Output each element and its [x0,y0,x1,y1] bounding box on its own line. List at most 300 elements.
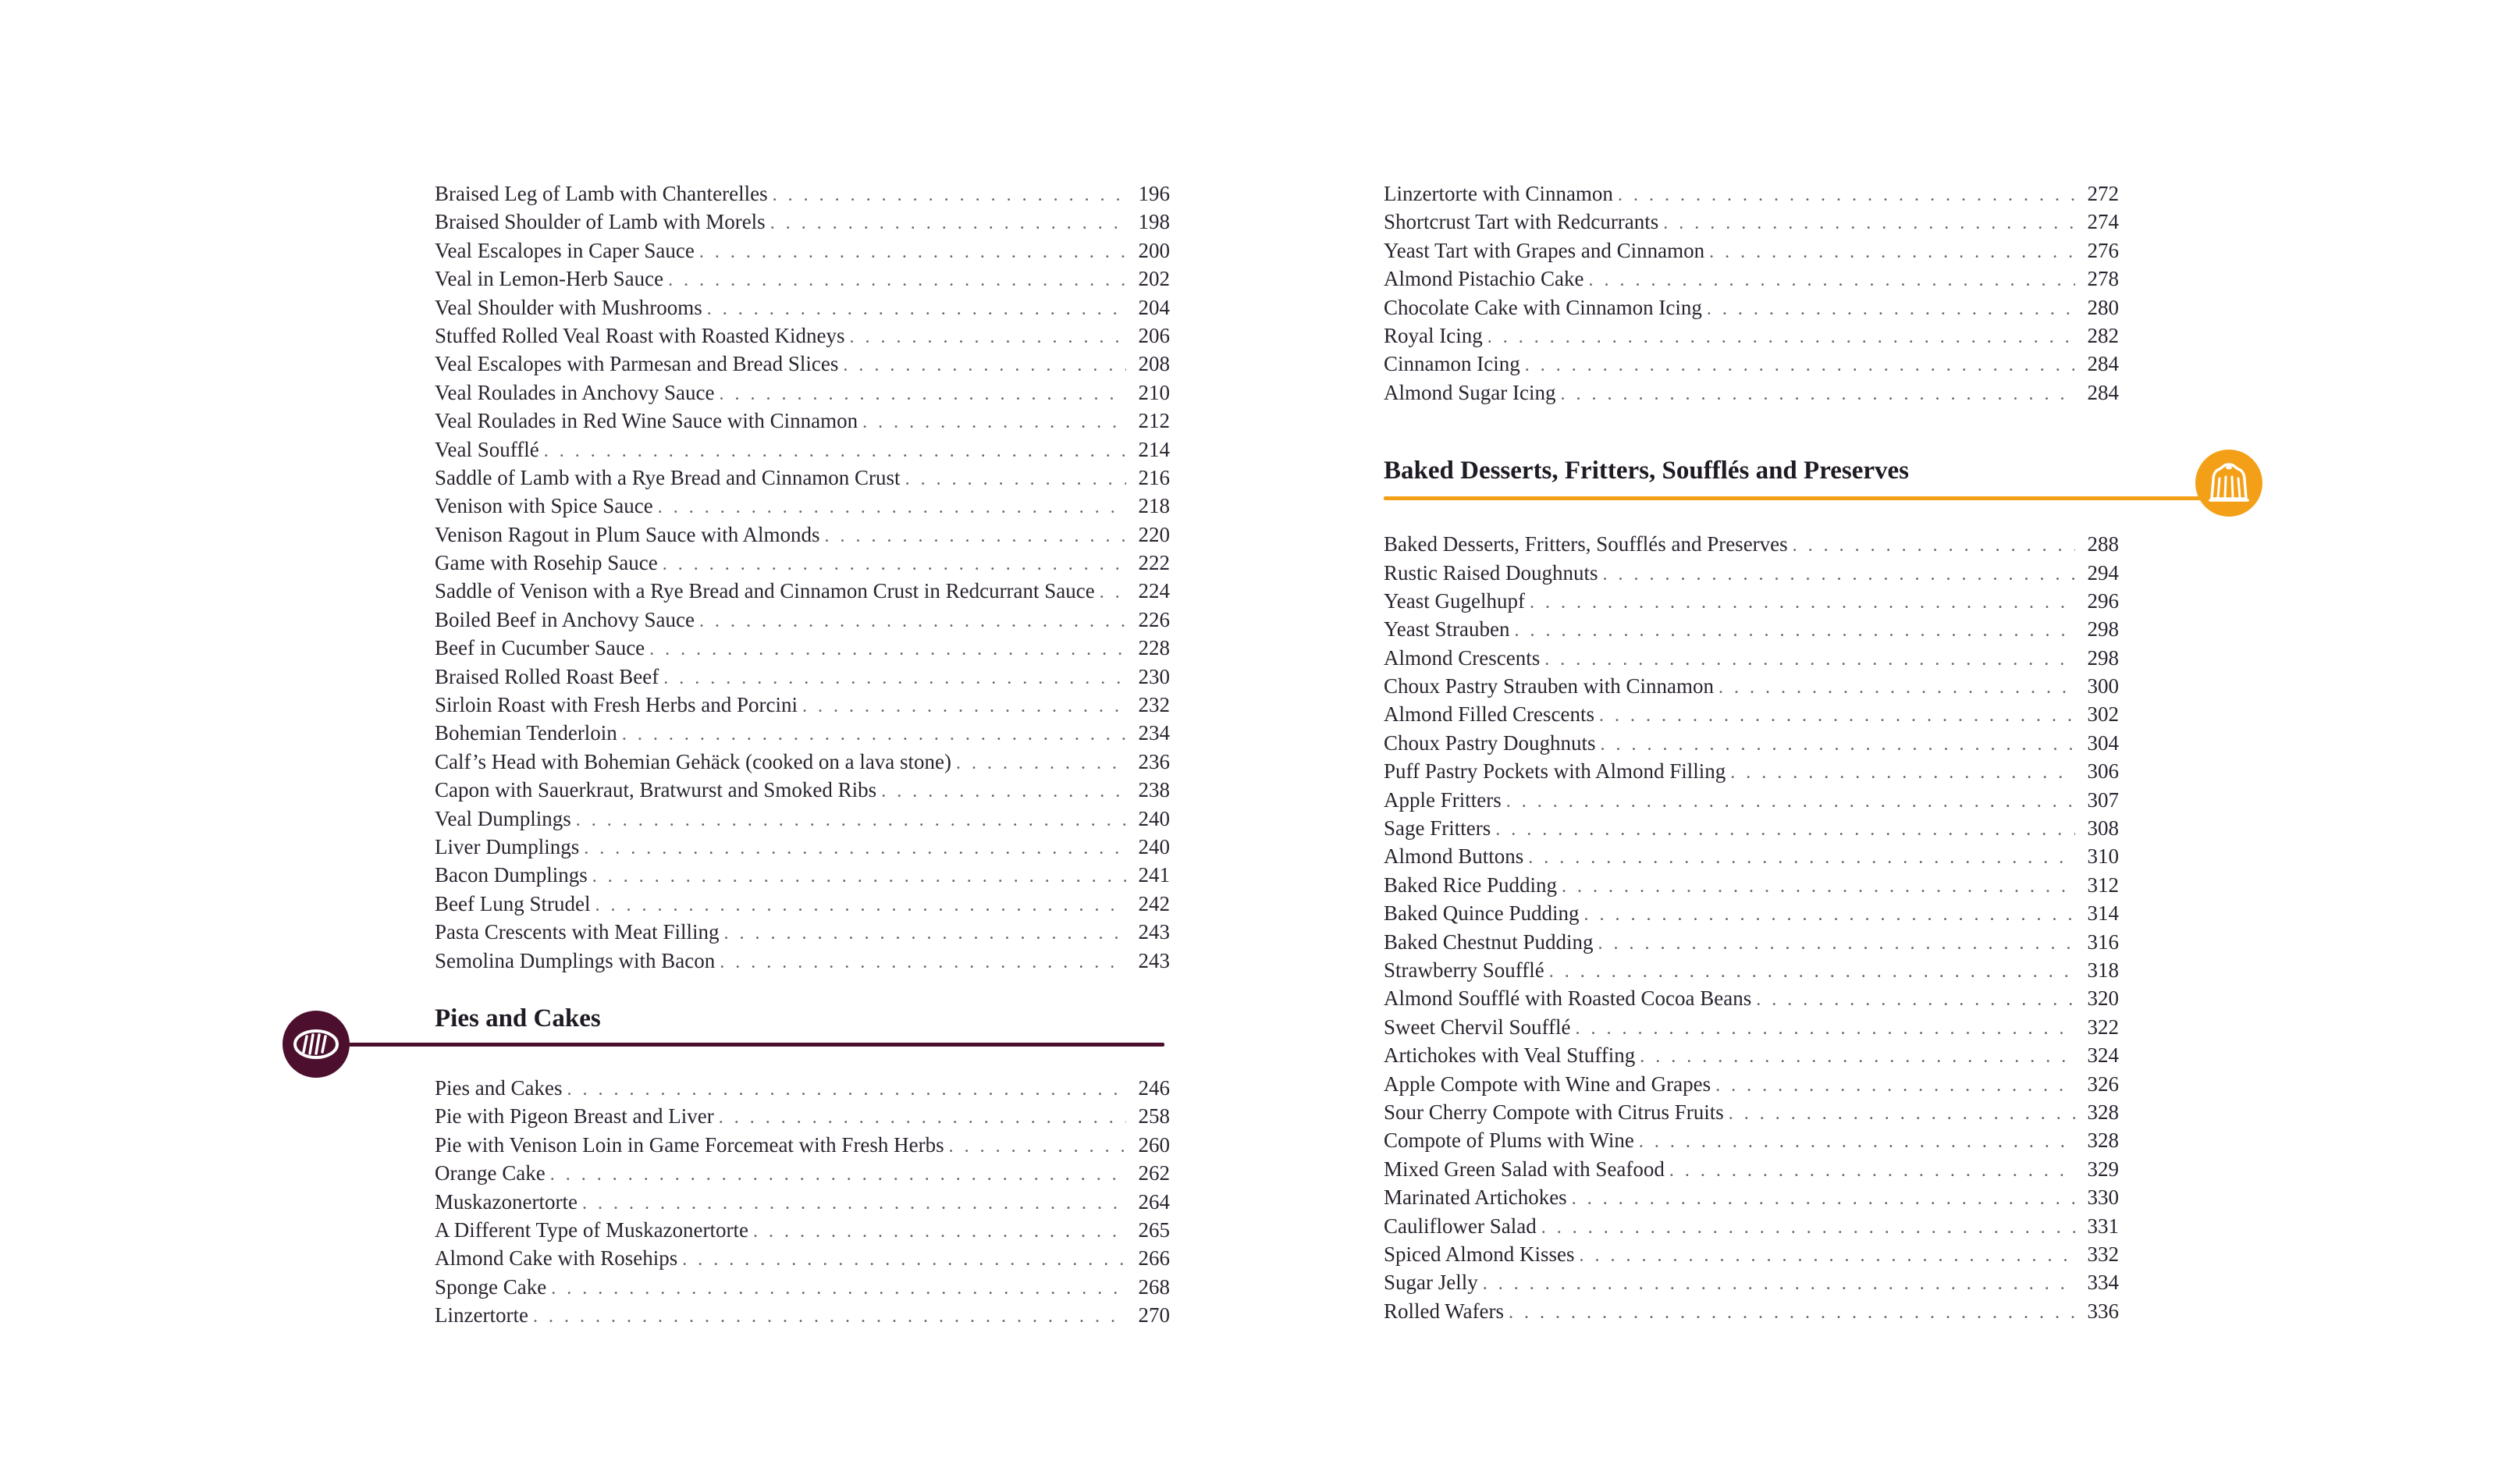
dot-leader [1487,323,2075,351]
toc-entry [1384,700,2119,728]
toc-entry [435,1102,1170,1130]
page-number: 234 [1138,721,1170,745]
toc-entry [1384,559,2119,587]
toc-entry [435,265,1170,293]
toc-entry [435,1301,1170,1329]
entry-title: Bohemian Tenderloin [435,721,617,745]
entry-title: Braised Shoulder of Lamb with Morels [435,210,766,234]
entry-title: Rolled Wafers [1384,1299,1505,1323]
dot-leader [649,635,1126,663]
entry-title: Mixed Green Salad with Seafood [1384,1157,1665,1181]
entry-title: Braised Rolled Roast Beef [435,664,659,688]
page-number: 294 [2087,560,2119,585]
toc-entry [1384,293,2119,322]
dot-leader [720,948,1126,976]
page-number: 243 [1138,948,1170,972]
entry-title: Yeast Gugelhupf [1384,588,1525,613]
entry-title: Veal Escalopes in Caper Sauce [435,238,695,262]
dot-leader [1583,901,2075,929]
toc-entry [1384,842,2119,870]
entry-title: Veal in Lemon-Herb Sauce [435,267,664,291]
page-number: 198 [1138,210,1170,234]
dot-leader [1601,730,2075,759]
dot-leader [1730,759,2075,787]
entry-title: Pasta Crescents with Meat Filling [435,920,720,944]
dot-leader [1663,209,2075,237]
entry-title: Braised Leg of Lamb with Chanterelles [435,182,768,205]
page-number: 314 [2087,901,2119,926]
dot-leader [1483,1270,2075,1298]
toc-entry [1384,350,2119,378]
toc-entry [1384,1297,2119,1325]
toc-entry [435,776,1170,804]
page-number: 282 [2087,323,2119,347]
page-number: 322 [2087,1015,2119,1039]
page-number: 238 [1138,778,1170,802]
toc-list [435,1074,1170,1330]
dot-leader [592,862,1126,890]
toc-entry [1384,757,2119,785]
page-number: 298 [2087,617,2119,642]
dot-leader [550,1160,1126,1189]
dot-leader [1575,1015,2075,1043]
toc-entry [435,1188,1170,1216]
dot-leader [658,493,1126,521]
toc-entry [1384,265,2119,293]
section-divider [1384,496,2215,500]
entry-title: Apple Fritters [1384,787,1502,812]
entry-title: Veal Roulades in Anchovy Sauce [435,380,715,404]
page-number: 312 [2087,873,2119,897]
toc-entry [435,634,1170,662]
dot-leader [663,550,1126,578]
page-number: 196 [1138,182,1170,205]
entry-title: Almond Sugar Icing [1384,380,1556,404]
toc-entry [1384,208,2119,236]
toc-entry [1384,379,2119,407]
page-number: 202 [1138,267,1170,291]
dot-leader [773,181,1126,209]
page-number: 262 [1138,1161,1170,1185]
page-number: 260 [1138,1132,1170,1157]
dot-leader [663,664,1126,692]
entry-title: Almond Crescents [1384,645,1541,670]
dot-leader [770,209,1126,237]
entry-title: Yeast Tart with Grapes and Cinnamon [1384,238,1705,262]
dot-leader [551,1274,1126,1303]
page-number: 308 [2087,816,2119,841]
dot-leader [1495,816,2075,844]
dot-leader [699,607,1126,635]
page-number: 302 [2087,702,2119,727]
entry-title: Venison Ragout in Plum Sauce with Almonds [435,522,820,546]
entry-title: Bacon Dumplings [435,863,588,887]
page-number: 232 [1138,693,1170,717]
dot-leader [1580,1242,2075,1270]
page-number: 324 [2087,1043,2119,1068]
toc-entry [435,748,1170,776]
toc-entry [1384,615,2119,643]
dot-leader [707,295,1126,323]
entry-title: Cinnamon Icing [1384,352,1520,376]
dot-leader [753,1217,1126,1246]
toc-entry [1384,899,2119,927]
dot-leader [1598,929,2076,958]
page-number: 222 [1138,551,1170,575]
dot-leader [1603,560,2076,588]
toc-entry [435,549,1170,577]
entry-title: Almond Filled Crescents [1384,702,1594,727]
dot-leader [802,692,1126,720]
dot-leader [1599,702,2075,730]
page-number: 265 [1138,1217,1170,1242]
toc-entry [1384,786,2119,814]
dot-leader [1640,1043,2075,1071]
dot-leader [1562,873,2075,901]
page-number: 242 [1138,891,1170,915]
entry-title: Pies and Cakes [435,1075,563,1100]
toc-entry [1384,672,2119,700]
dot-leader [719,1104,1126,1132]
page-number: 206 [1138,323,1170,347]
entry-title: Puff Pastry Pockets with Almond Filling [1384,759,1726,784]
toc-entry [1384,928,2119,956]
toc-entry [435,577,1170,605]
dot-leader [582,1189,1126,1217]
dot-leader [956,749,1126,777]
page-number: 304 [2087,730,2119,755]
toc-entry [1384,236,2119,265]
page-number: 310 [2087,844,2119,869]
page-number: 208 [1138,352,1170,376]
toc-entry [435,691,1170,719]
dot-leader [1618,181,2075,209]
entry-title: Veal Dumplings [435,806,571,830]
entry-title: A Different Type of Muskazonertorte [435,1217,748,1242]
page-number: 328 [2087,1128,2119,1153]
entry-title: Stuffed Rolled Veal Roast with Roasted Kidneys [435,323,845,347]
page-number: 216 [1138,465,1170,489]
dot-leader [1639,1128,2075,1156]
page-number: 276 [2087,238,2119,262]
page-number: 336 [2087,1299,2119,1323]
dot-leader [1530,588,2075,617]
page-number: 298 [2087,645,2119,670]
entry-title: Liver Dumplings [435,834,580,858]
toc-entry [435,492,1170,520]
toc-entry [1384,1155,2119,1183]
entry-title: Shortcrust Tart with Redcurrants [1384,210,1659,234]
dot-leader [723,919,1126,947]
entry-title: Sirloin Roast with Fresh Herbs and Porcini [435,693,798,717]
dot-leader [843,351,1126,379]
dot-leader [1588,266,2075,294]
page-number: 258 [1138,1104,1170,1128]
page-number: 246 [1138,1075,1170,1100]
page-number: 300 [2087,674,2119,698]
page-number: 241 [1138,863,1170,887]
toc-entry [1384,1183,2119,1211]
entry-title: Beef Lung Strudel [435,891,591,915]
entry-title: Sweet Chervil Soufflé [1384,1015,1571,1039]
dot-leader [1707,295,2075,323]
toc-entry [1384,1041,2119,1069]
dot-leader [1729,1100,2075,1128]
toc-entry [1384,871,2119,899]
dot-leader [1509,1299,2075,1327]
bread-loaf-icon [283,1011,350,1078]
entry-title: Baked Rice Pudding [1384,873,1557,897]
entry-title: Apple Compote with Wine and Grapes [1384,1072,1711,1096]
entry-title: Veal Roulades in Red Wine Sauce with Cinnamon [435,409,858,433]
page-number: 328 [2087,1100,2119,1124]
entry-title: Game with Rosehip Sauce [435,551,658,575]
entry-title: Muskazonertorte [435,1189,578,1214]
dot-leader [595,891,1126,919]
page-number: 288 [2087,532,2119,556]
dot-leader [905,465,1126,493]
entry-title: Baked Chestnut Pudding [1384,929,1594,954]
page-number: 326 [2087,1072,2119,1096]
page-number: 320 [2087,986,2119,1011]
dot-leader [1528,844,2075,872]
section-heading: Baked Desserts, Fritters, Soufflés and Preserves [1384,457,1910,485]
page-number: 280 [2087,295,2119,319]
page-number: 218 [1138,494,1170,518]
toc-list [1384,179,2119,407]
dot-leader [949,1132,1126,1160]
page-number: 210 [1138,380,1170,404]
page-number: 284 [2087,380,2119,404]
entry-title: Sponge Cake [435,1274,547,1299]
dot-leader [1560,380,2075,408]
entry-title: Choux Pastry Doughnuts [1384,730,1596,755]
entry-title: Rustic Raised Doughnuts [1384,560,1598,585]
toc-entry [435,861,1170,889]
bundt-cake-icon [2195,450,2262,517]
entry-title: Sage Fritters [1384,816,1491,841]
entry-title: Linzertorte with Cinnamon [1384,182,1613,205]
page-number: 240 [1138,806,1170,830]
dot-leader [1544,645,2075,674]
entry-title: Almond Buttons [1384,844,1524,869]
section-baked-desserts [1384,453,2119,1325]
toc-entry [1384,1098,2119,1126]
right-page-column [1384,179,2119,1325]
dot-leader [1756,986,2075,1014]
page-number: 266 [1138,1246,1170,1271]
dot-leader [622,720,1126,748]
entry-title: Artichokes with Veal Stuffing [1384,1043,1636,1068]
section-pies-and-cakes [435,1001,1170,1330]
dot-leader [1100,578,1126,606]
toc-entry [435,918,1170,946]
dot-leader [1709,238,2075,266]
section-divider [349,1043,1164,1047]
dot-leader [1549,958,2075,986]
entry-title: Beef in Cucumber Sauce [435,636,645,660]
page-number: 306 [2087,759,2119,784]
page-number: 240 [1138,834,1170,858]
entry-title: Sour Cherry Compote with Citrus Fruits [1384,1100,1724,1124]
entry-title: Capon with Sauerkraut, Bratwurst and Smoked Ribs [435,778,877,802]
dot-leader [1669,1157,2075,1185]
toc-entry [435,179,1170,208]
toc-list [435,179,1170,975]
entry-title: Chocolate Cake with Cinnamon Icing [1384,295,1702,319]
page-number: 230 [1138,664,1170,688]
toc-entry [435,890,1170,918]
toc-entry [435,293,1170,322]
page-number: 220 [1138,522,1170,546]
entry-title: Strawberry Soufflé [1384,958,1544,982]
entry-title: Choux Pastry Strauben with Cinnamon [1384,674,1714,698]
toc-entry [1384,984,2119,1012]
toc-entry [435,521,1170,549]
page-number: 243 [1138,920,1170,944]
entry-title: Linzertorte [435,1303,528,1328]
page-number: 318 [2087,958,2119,982]
toc-entry [435,947,1170,975]
page-number: 307 [2087,787,2119,812]
entry-title: Royal Icing [1384,323,1483,347]
entry-title: Baked Quince Pudding [1384,901,1580,926]
page-number: 204 [1138,295,1170,319]
toc-entry [1384,729,2119,757]
toc-entry [435,833,1170,861]
entry-title: Veal Shoulder with Mushrooms [435,295,702,319]
page-number: 284 [2087,352,2119,376]
section-heading: Pies and Cakes [435,1004,601,1032]
entry-title: Marinated Artichokes [1384,1185,1567,1210]
entry-title: Saddle of Venison with a Rye Bread and Cinnamon Crust in Redcurrant Sauce [435,579,1095,603]
entry-title: Veal Soufflé [435,437,539,461]
entry-title: Calf’s Head with Bohemian Gehäck (cooked on a lava stone) [435,749,952,773]
dot-leader [533,1303,1126,1331]
toc-entry [435,1131,1170,1159]
entry-title: Almond Soufflé with Roasted Cocoa Beans [1384,986,1752,1011]
toc-entry [1384,1126,2119,1154]
page-number: 236 [1138,749,1170,773]
entry-title: Veal Escalopes with Parmesan and Bread Slices [435,352,839,376]
toc-entry [435,1074,1170,1102]
dot-leader [719,380,1126,408]
page-number: 332 [2087,1242,2119,1266]
dot-leader [576,806,1126,834]
page-number: 264 [1138,1189,1170,1214]
dot-leader [1719,674,2075,702]
dot-leader [1525,351,2075,379]
toc-entry [1384,1013,2119,1041]
toc-entry [1384,644,2119,672]
entry-title: Pie with Venison Loin in Game Forcemeat with Fresh Herbs [435,1132,944,1157]
entry-title: Semolina Dumplings with Bacon [435,948,716,972]
page-number: 268 [1138,1274,1170,1299]
page-number: 334 [2087,1271,2119,1295]
dot-leader [584,834,1126,862]
entry-title: Pie with Pigeon Breast and Liver [435,1104,714,1128]
left-page-column [435,179,1170,1329]
entry-title: Boiled Beef in Anchovy Sauce [435,607,695,631]
toc-entry [435,236,1170,265]
page-number: 331 [2087,1214,2119,1238]
dot-leader [1506,787,2075,816]
entry-title: Yeast Strauben [1384,617,1510,642]
page-number: 270 [1138,1303,1170,1328]
toc-entry [435,350,1170,378]
page-number: 296 [2087,588,2119,613]
page-number: 274 [2087,210,2119,234]
toc-entry [435,379,1170,407]
entry-title: Almond Cake with Rosehips [435,1246,678,1271]
page-number: 200 [1138,238,1170,262]
dot-leader [682,1246,1126,1274]
dot-leader [1793,531,2075,560]
dot-leader [881,777,1126,805]
toc-entry [1384,530,2119,558]
page-number: 224 [1138,579,1170,603]
toc-entry [435,663,1170,691]
dot-leader [862,408,1126,436]
toc-entry [435,719,1170,747]
dot-leader [1541,1214,2075,1242]
toc-entry [435,606,1170,634]
toc-entry [435,1159,1170,1187]
toc-entry [435,1216,1170,1244]
page-number: 278 [2087,267,2119,291]
page-number: 214 [1138,437,1170,461]
dot-leader [849,323,1126,351]
page-number: 330 [2087,1185,2119,1210]
toc-entry [435,1244,1170,1272]
dot-leader [668,266,1126,294]
entry-title: Compote of Plums with Wine [1384,1128,1634,1153]
dot-leader [567,1075,1126,1104]
entry-title: Cauliflower Salad [1384,1214,1537,1238]
toc-entry [1384,956,2119,984]
entry-title: Spiced Almond Kisses [1384,1242,1575,1266]
page-number: 226 [1138,607,1170,631]
toc-entry [435,322,1170,350]
toc-entry [1384,322,2119,350]
dot-leader [1572,1185,2075,1213]
page-number: 212 [1138,409,1170,433]
page-number: 329 [2087,1157,2119,1181]
entry-title: Almond Pistachio Cake [1384,267,1584,291]
entry-title: Orange Cake [435,1161,546,1185]
page-number: 228 [1138,636,1170,660]
toc-entry [1384,1070,2119,1098]
entry-title: Venison with Spice Sauce [435,494,653,518]
dot-leader [1715,1072,2075,1100]
toc-entry [435,805,1170,833]
dot-leader [544,437,1126,465]
toc-list [1384,530,2119,1325]
entry-title: Saddle of Lamb with a Rye Bread and Cinnamon Crust [435,465,901,489]
toc-entry [435,464,1170,492]
page-number: 316 [2087,929,2119,954]
dot-leader [1515,617,2076,645]
toc-entry [1384,179,2119,208]
entry-title: Sugar Jelly [1384,1271,1478,1295]
toc-entry [1384,1268,2119,1296]
toc-entry [1384,1240,2119,1268]
toc-entry [1384,814,2119,842]
toc-entry [435,1273,1170,1301]
toc-entry [1384,1212,2119,1240]
page-number: 272 [2087,182,2119,205]
dot-leader [825,522,1126,550]
